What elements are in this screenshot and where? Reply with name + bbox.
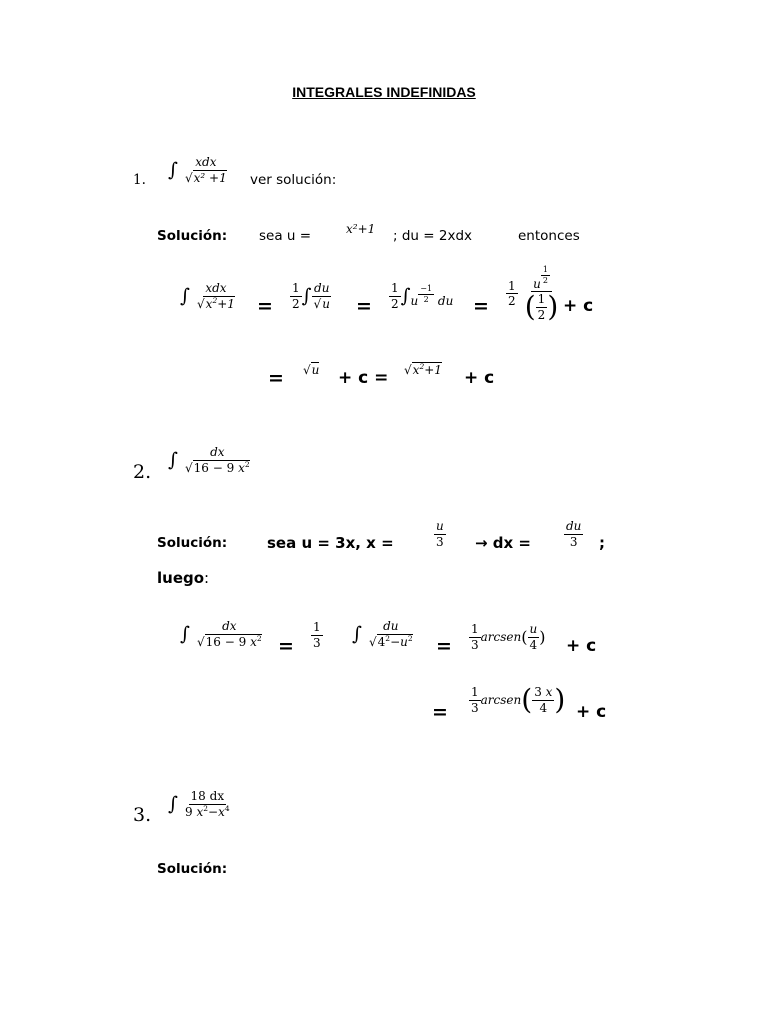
p2-arcsen-3x4: $\frac{1}{3}$ arcsen( $\frac{3 x}{4}$ ) [471, 683, 566, 717]
du-text: ; du = 2xdx [393, 228, 472, 244]
sea-u-3x-text: sea u = 3x, x = [267, 534, 394, 552]
p1-step1: $\frac{1}{2}$ ∫ $\frac{du}{√u}$ [292, 281, 330, 311]
problem-1-integral: ∫ $\frac{\text{xdx}}{\text{√x² +1}}$ [168, 155, 227, 185]
problem-3-integral: ∫ $\frac{18 dx}{9 x^2-x^4}$ [168, 789, 230, 819]
p2-du-integral: ∫ $\frac{du}{√4^2-u^2}$ [352, 619, 413, 649]
entonces-text: entonces [518, 228, 580, 244]
solucion-1-label: Solución: [157, 228, 228, 244]
equals-sign: = [473, 295, 489, 317]
solucion-3-label: Solución: [157, 861, 228, 877]
p2-arcsen-u4: $\frac{1}{3}$ arcsen( $\frac{u}{4}$ ) [471, 622, 546, 652]
solucion-2-label: Solución: [157, 535, 228, 551]
plus-c-equals: + c = [338, 368, 389, 388]
problem-1-number: 1. [133, 172, 146, 188]
one-third: $\frac{1}{3}$ [313, 620, 321, 650]
equals-sign: = [257, 295, 273, 317]
equals-sign: = [278, 635, 294, 657]
ver-solucion-link[interactable]: ver solución: [250, 172, 337, 188]
du-over-3: $\frac{du}{3}$ [566, 519, 582, 549]
p1-step3: $\frac{1}{2}$ u $\frac{1}{2}$ ( $\frac{1}{2}$ ) [508, 265, 559, 324]
p2-lhs-integral: ∫ $\frac{dx}{√16 - 9 x^2}$ [180, 619, 262, 649]
problem-2-number: 2. [133, 461, 152, 483]
sea-u-text: sea u = [259, 228, 312, 244]
p1-step2: $\frac{1}{2}$ ∫u $\frac{-1}{2}$ du [391, 281, 454, 311]
u-over-3: $\frac{u}{3}$ [436, 519, 444, 549]
problem-3-number: 3. [133, 804, 152, 826]
arrow-dx-text: → dx = [475, 534, 531, 552]
equals-sign: = [432, 701, 448, 723]
equals-sign: = [356, 295, 372, 317]
plus-c: + c [464, 368, 495, 388]
sqrt-x2-plus-1: $√x^2+1$ [404, 362, 442, 377]
semicolon: ; [599, 534, 605, 552]
plus-c: + c [563, 296, 594, 316]
page-title: INTEGRALES INDEFINIDAS [292, 84, 476, 100]
equals-sign: = [268, 367, 284, 389]
u-expression: x²+1 [346, 222, 376, 236]
plus-c: + c [566, 636, 597, 656]
plus-c: + c [576, 702, 607, 722]
equals-sign: = [436, 635, 452, 657]
sqrt-u: √u [303, 363, 320, 377]
problem-2-integral: ∫ $\frac{dx}{√16 - 9 x^2}$ [168, 445, 250, 475]
p1-lhs-integral: ∫ $\frac{\text{xdx}}{√x^2+1}$ [180, 281, 235, 311]
luego-text: luego: [157, 569, 210, 587]
